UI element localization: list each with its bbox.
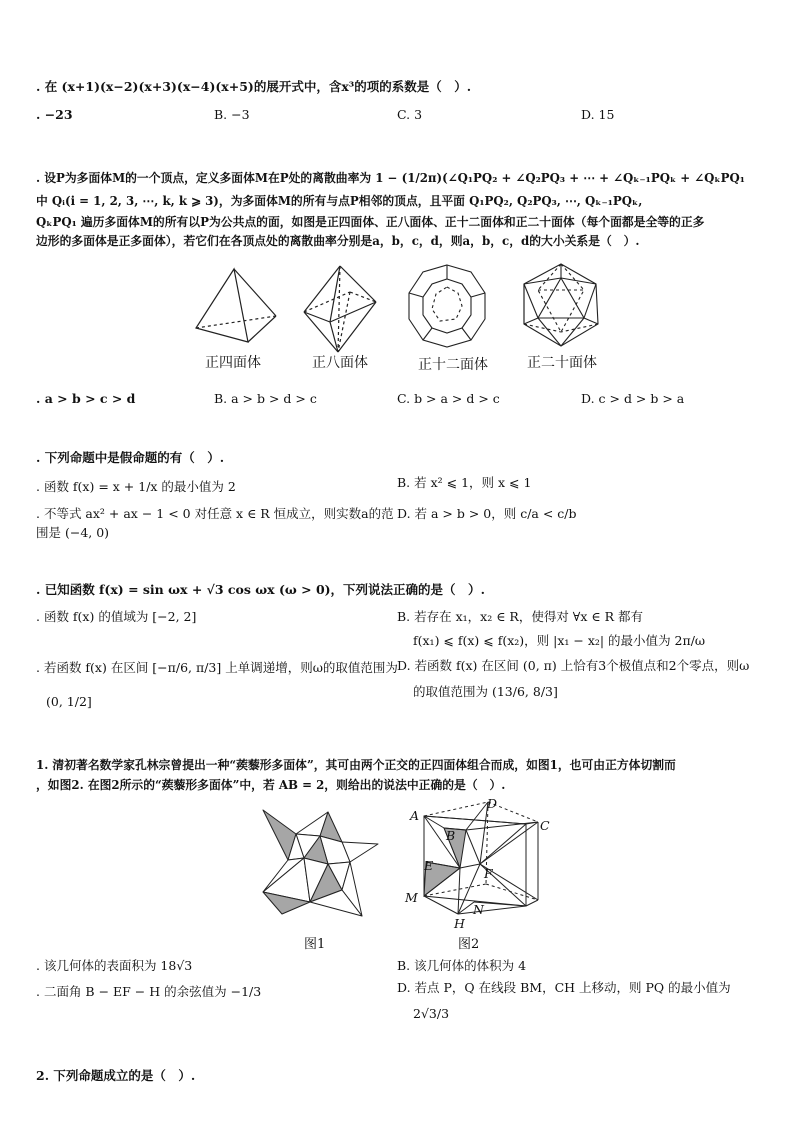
figure-1-caption: 图1 (304, 937, 326, 952)
q8-option-c[interactable]: C. 3 (397, 107, 423, 122)
q9-stem-line1: . 设P为多面体M的一个顶点，定义多面体M在P处的离散曲率为 1 − (1/2π)(∠Q₁PQ₂ + ∠Q₂PQ₃ + ⋯ + ∠Qₖ₋₁PQₖ + ∠QₖPQ₁ (36, 171, 745, 185)
q8-option-b[interactable]: B. −3 (214, 107, 250, 122)
fig2-label-N: N (473, 902, 484, 917)
q10-option-b[interactable]: B. 若 x² ⩽ 1，则 x ⩽ 1 (397, 475, 532, 490)
q9-stem-line4: 边形的多面体是正多面体），若它们在各顶点处的离散曲率分别是a，b，c，d，则a，b，c，d的大小关系是（ ）. (36, 234, 640, 248)
fig2-label-D: D (487, 796, 498, 811)
octahedron-figure (300, 264, 380, 354)
q12-option-d-line2[interactable]: 2√3/3 (413, 1006, 450, 1021)
q9-option-a[interactable]: . a > b > c > d (36, 391, 136, 406)
icosahedron-caption: 正二十面体 (527, 355, 597, 371)
q11-option-b-line2[interactable]: f(x₁) ⩽ f(x) ⩽ f(x₂)，则 |x₁ − x₂| 的最小值为 2π/ω (413, 633, 706, 648)
q9-option-b[interactable]: B. a > b > d > c (214, 391, 317, 406)
q12-option-a[interactable]: . 该几何体的表面积为 18√3 (36, 958, 193, 973)
q13-stem: 2. 下列命题成立的是（ ）. (36, 1068, 196, 1083)
icosahedron-figure (518, 262, 604, 348)
q10-option-d[interactable]: D. 若 a > b > 0，则 c/a < c/b (397, 506, 577, 521)
q11-option-c-line2[interactable]: (0, 1/2] (46, 694, 92, 709)
figure-1-stellated-octahedron (258, 806, 382, 918)
q10-stem: . 下列命题中是假命题的有（ ）. (36, 450, 225, 465)
q9-option-d[interactable]: D. c > d > b > a (581, 391, 685, 406)
q9-stem-line3: QₖPQ₁ 遍历多面体M的所有以P为公共点的面，如图是正四面体、正八面体、正十二面体和正二十面体（每个面都是全等的正多 (36, 215, 705, 229)
fig2-label-E: E (424, 858, 434, 873)
fig2-label-A: A (410, 808, 420, 823)
q12-stem-line2: ，如图2. 在图2所示的“蒺藜形多面体”中，若 AB = 2，则给出的说法中正确的是（ ）. (36, 778, 506, 792)
q9-stem-line2: 中 Qᵢ(i = 1, 2, 3, ⋯, k, k ⩾ 3)，为多面体M的所有与点P相邻的顶点，且平面 Q₁PQ₂, Q₂PQ₃, ⋯, Qₖ₋₁PQₖ, (36, 194, 643, 208)
dodecahedron-caption: 正十二面体 (418, 357, 488, 373)
q10-option-c-line2[interactable]: 围是 (−4, 0) (36, 525, 110, 540)
fig2-label-C: C (540, 818, 550, 833)
fig2-label-H: H (454, 916, 465, 931)
q10-option-c-line1[interactable]: . 不等式 ax² + ax − 1 < 0 对任意 x ∈ R 恒成立，则实数a的范 (36, 506, 394, 521)
q11-option-d-line1[interactable]: D. 若函数 f(x) 在区间 (0, π) 上恰有3个极值点和2个零点，则ω (397, 658, 750, 673)
q11-stem: . 已知函数 f(x) = sin ωx + √3 cos ωx (ω > 0)，下列说法正确的是（ ）. (36, 582, 485, 597)
q11-option-b-line1[interactable]: B. 若存在 x₁，x₂ ∈ R，使得对 ∀x ∈ R 都有 (397, 609, 643, 624)
dodecahedron-figure (406, 263, 488, 349)
q11-option-a[interactable]: . 函数 f(x) 的值域为 [−2, 2] (36, 609, 197, 624)
fig2-label-M: M (405, 890, 418, 905)
q12-stem-line1: 1. 清初著名数学家孔林宗曾提出一种“蒺藜形多面体”，其可由两个正交的正四面体组合而成，如图1，也可由正方体切割而 (36, 758, 676, 772)
q9-option-c[interactable]: C. b > a > d > c (397, 391, 500, 406)
q12-option-c[interactable]: . 二面角 B − EF − H 的余弦值为 −1/3 (36, 984, 262, 999)
q8-stem: . 在 (x+1)(x−2)(x+3)(x−4)(x+5)的展开式中，含x³的项的系数是（ ）. (36, 79, 472, 94)
fig2-label-F: F (484, 866, 493, 881)
q12-option-d-line1[interactable]: D. 若点 P，Q 在线段 BM，CH 上移动，则 PQ 的最小值为 (397, 980, 731, 995)
q8-option-d[interactable]: D. 15 (581, 107, 615, 122)
q11-option-c-line1[interactable]: . 若函数 f(x) 在区间 [−π/6, π/3] 上单调递增，则ω的取值范围为 (36, 660, 398, 675)
q11-option-d-line2[interactable]: 的取值范围为 (13/6, 8/3] (413, 684, 558, 699)
q8-option-a[interactable]: . −23 (36, 107, 73, 122)
q12-option-b[interactable]: B. 该几何体的体积为 4 (397, 958, 527, 973)
q10-option-a[interactable]: . 函数 f(x) = x + 1/x 的最小值为 2 (36, 479, 236, 494)
figure-2-caption: 图2 (458, 937, 480, 952)
fig2-label-B: B (446, 828, 456, 843)
tetrahedron-figure (194, 266, 278, 346)
octahedron-caption: 正八面体 (312, 355, 368, 371)
tetrahedron-caption: 正四面体 (205, 355, 261, 371)
